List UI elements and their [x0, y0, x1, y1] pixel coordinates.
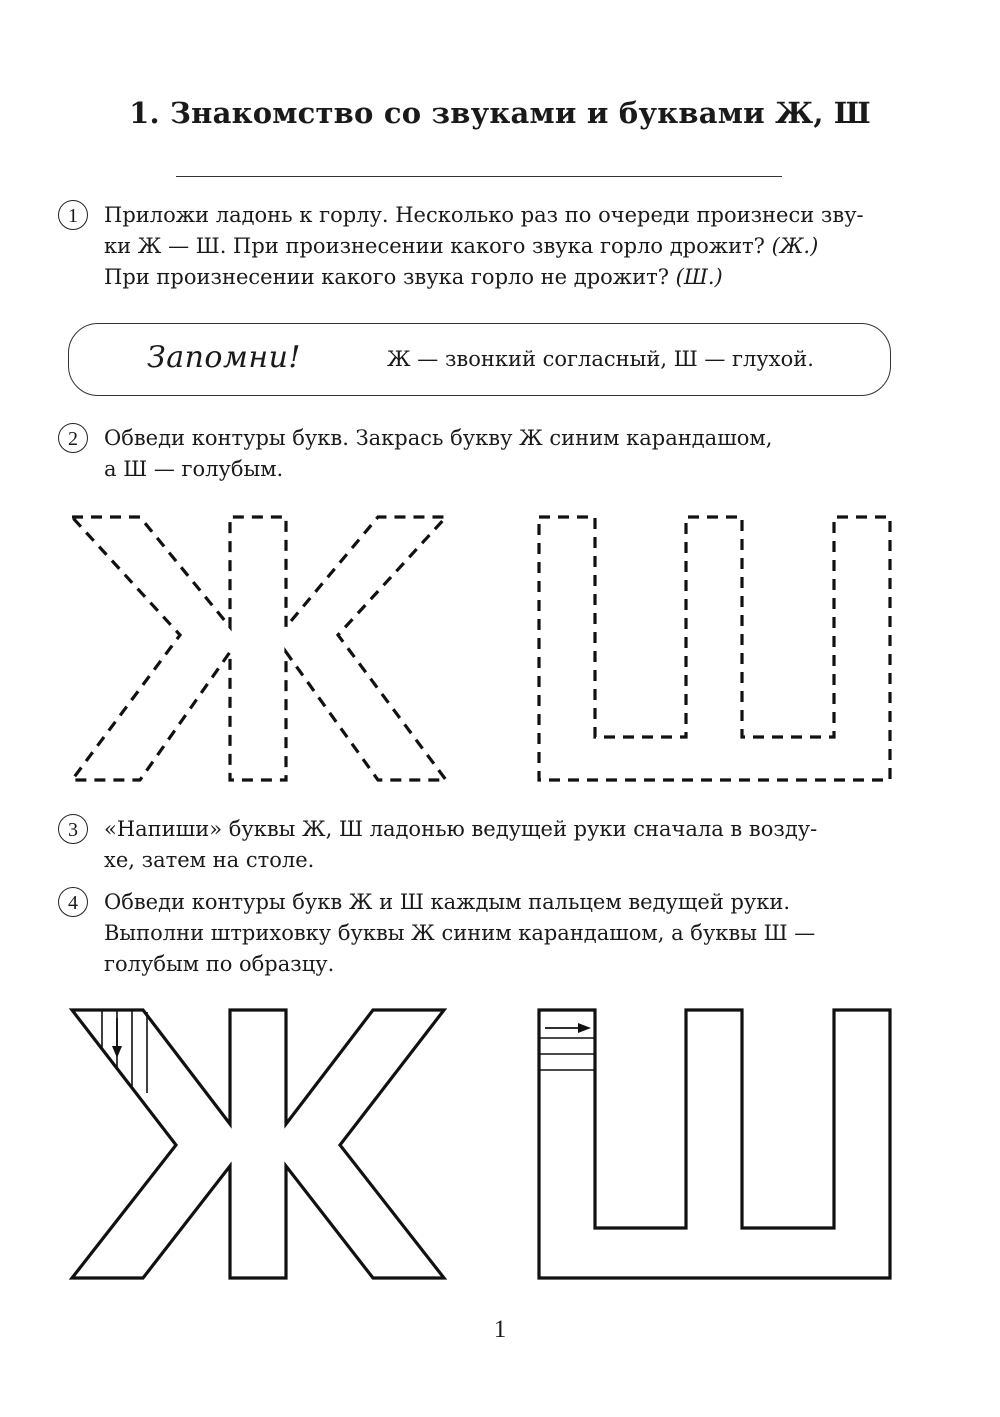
sha-hatching-sample: [539, 1038, 595, 1070]
dashed-letter-zhe[interactable]: [72, 517, 446, 780]
remember-text: Ж — звонкий согласный, Ш — глухой.: [387, 347, 814, 371]
solid-letter-zhe[interactable]: [72, 1010, 444, 1278]
task-1-line-2-text: ки Ж — Ш. При произнесении какого звука горло дрожит?: [104, 234, 772, 258]
task-4-line-2: Выполни штриховку буквы Ж синим карандашом, а буквы Ш —: [104, 921, 816, 945]
task-number-2: 2: [58, 423, 88, 453]
remember-label: Запомни!: [147, 340, 301, 375]
task-1-answer-1: (Ж.): [771, 234, 819, 258]
task-3-line-2: хе, затем на столе.: [104, 848, 315, 872]
dashed-letter-sha[interactable]: [539, 517, 890, 780]
task-1-line-1: Приложи ладонь к горлу. Несколько раз по очереди произнеси зву-: [104, 203, 864, 227]
task-number-3: 3: [58, 814, 88, 844]
task-1-answer-2: (Ш.): [675, 265, 723, 289]
task-2-line-1: Обведи контуры букв. Закрась букву Ж синим карандашом,: [104, 426, 773, 450]
task-3-line-1: «Напиши» буквы Ж, Ш ладонью ведущей руки сначала в возду-: [104, 817, 818, 841]
task-4-line-1: Обведи контуры букв Ж и Ш каждым пальцем ведущей руки.: [104, 890, 791, 914]
page-number: 1: [493, 1316, 507, 1343]
arrow-down-icon: [112, 1018, 122, 1058]
task-4-line-3: голубым по образцу.: [104, 952, 335, 976]
task-number-4: 4: [58, 887, 88, 917]
arrow-right-icon: [545, 1023, 591, 1033]
task-number-1: 1: [58, 200, 88, 230]
page-title: 1. Знакомство со звуками и буквами Ж, Ш: [129, 96, 871, 130]
solid-letter-sha[interactable]: [539, 1010, 890, 1278]
task-1-line-3-text: При произнесении какого звука горло не дрожит?: [104, 265, 676, 289]
task-2-line-2: а Ш — голубым.: [104, 457, 284, 481]
